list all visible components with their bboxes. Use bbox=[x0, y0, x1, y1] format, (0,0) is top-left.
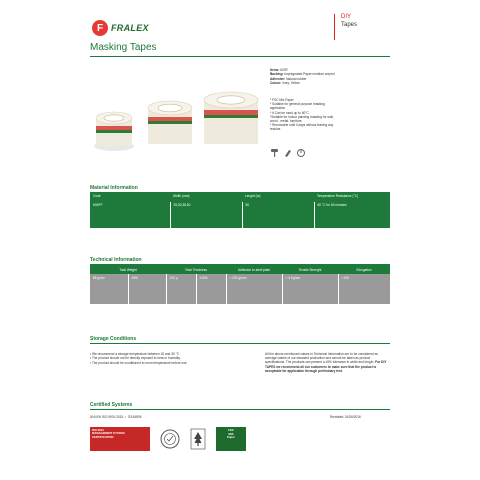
iso-certification-badge: ISO 9001 MANAGEMENT SYSTEM CERTIFICATION bbox=[90, 427, 150, 451]
storage-section-rule bbox=[90, 343, 390, 344]
material-table bbox=[90, 193, 390, 228]
technical-table bbox=[90, 265, 390, 304]
category-label: DIY bbox=[341, 14, 352, 20]
table-cell: 85 gr/m² bbox=[90, 274, 128, 304]
paint-roller-icon bbox=[270, 148, 280, 158]
spec-backing: Backing: Impregnated Paper medium creped bbox=[270, 72, 335, 77]
table-cell: > 4 Kg/cm bbox=[282, 274, 338, 304]
list-item: • The product should be conditioned to room temperature before use. bbox=[90, 360, 188, 365]
header-cell: Total Weight bbox=[90, 265, 166, 274]
tape-rolls-image bbox=[92, 86, 262, 156]
technical-section-title: Technical Information bbox=[90, 257, 142, 263]
feature-line: * Removable until 4 days without leaving any bbox=[270, 123, 334, 128]
spec-colour: Colour: Ivory, Yellow bbox=[270, 81, 300, 86]
spec-items: Items: 60SF bbox=[270, 68, 288, 72]
fsc-tree-icon bbox=[190, 428, 206, 450]
disclaimer-bold-text: For DIY TAPES we recommend all our customers to make sure that the product is acceptable for application through preliminary test. bbox=[265, 360, 387, 373]
certification-logos bbox=[90, 427, 246, 451]
table-cell: ±5% bbox=[128, 274, 166, 304]
header-cell: Temperature Resistance (°C) bbox=[314, 193, 390, 202]
header-cell: Tensile Strenght bbox=[282, 265, 338, 274]
table-cell: 25,30,38,50 bbox=[170, 202, 242, 228]
certified-section-rule bbox=[90, 409, 390, 410]
revised-date: Revisited: 01/06/2016 bbox=[330, 415, 361, 419]
table-row bbox=[90, 202, 390, 228]
storage-conditions-list bbox=[90, 352, 240, 365]
page-title: Masking Tapes bbox=[90, 42, 157, 53]
feature-line: application bbox=[270, 106, 286, 111]
material-section-title: Material Information bbox=[90, 185, 138, 191]
fsc-mix-badge: FSC MIX Paper bbox=[216, 427, 246, 451]
paint-brush-icon bbox=[283, 148, 293, 158]
header-cell: Total Thickness bbox=[166, 265, 226, 274]
feature-line: * It Can be used up to 60°C bbox=[270, 110, 309, 115]
logo-mark-icon: F bbox=[92, 20, 108, 36]
table-cell: 120 µ bbox=[166, 274, 196, 304]
feature-line: * Suitable for general purpose masking bbox=[270, 102, 325, 107]
brand-logo bbox=[92, 20, 149, 36]
certified-section-title: Certified Systems bbox=[90, 402, 133, 408]
table-row bbox=[90, 274, 390, 304]
spec-adhesive: Adhesive: Natural rubber bbox=[270, 76, 307, 81]
header-cell: Width (mm) bbox=[170, 193, 242, 202]
storage-section-title: Storage Conditions bbox=[90, 336, 137, 342]
title-rule bbox=[90, 56, 390, 57]
table-header-row bbox=[90, 193, 390, 202]
list-item: • We recommend a storage temperature between 18 and 30 °C bbox=[90, 352, 180, 356]
feature-line: *Suitable for indoor painting masking for wall, bbox=[270, 114, 334, 119]
table-cell: 60SFF bbox=[90, 202, 170, 228]
spec-block bbox=[270, 68, 390, 86]
feature-line: wood , metal, furniture. bbox=[270, 119, 303, 124]
feature-line: * FSC Mix Paper bbox=[270, 98, 294, 102]
features-list bbox=[270, 98, 390, 132]
temperature-icon bbox=[296, 148, 306, 158]
header-cell: Code bbox=[90, 193, 170, 202]
table-cell: 50 bbox=[242, 202, 314, 228]
bureau-veritas-seal-icon bbox=[160, 429, 180, 449]
usage-icons bbox=[270, 148, 306, 158]
table-header-row bbox=[90, 265, 390, 274]
standards-text: UNI-EN ISO 9001:2015 ✓ ITA16905 bbox=[90, 415, 142, 419]
table-cell: > 6% bbox=[338, 274, 390, 304]
header-cell: Lenght (m) bbox=[242, 193, 314, 202]
list-item: • The product should not be directly exposed to heat or humidity. bbox=[90, 356, 181, 361]
feature-line: residue bbox=[270, 127, 281, 132]
category-box bbox=[334, 14, 357, 40]
table-cell: 60 °C for 60 minutes bbox=[314, 202, 390, 228]
disclaimer-text: All the above-mentioned values in Technical Information are to be considered as average values of our standard production and cannot be taken as product specifications. The products can present a ±5% tolerance in width and length. bbox=[265, 352, 378, 365]
table-cell: > 200 gr/cm bbox=[226, 274, 282, 304]
table-cell: ±10% bbox=[196, 274, 226, 304]
subcategory-label: Tapes bbox=[341, 22, 358, 28]
disclaimer-block bbox=[265, 352, 390, 373]
header-cell: Adhesion to steel plate bbox=[226, 265, 282, 274]
logo-text: FRALEX bbox=[111, 23, 149, 33]
header-cell: Elongation bbox=[338, 265, 390, 274]
